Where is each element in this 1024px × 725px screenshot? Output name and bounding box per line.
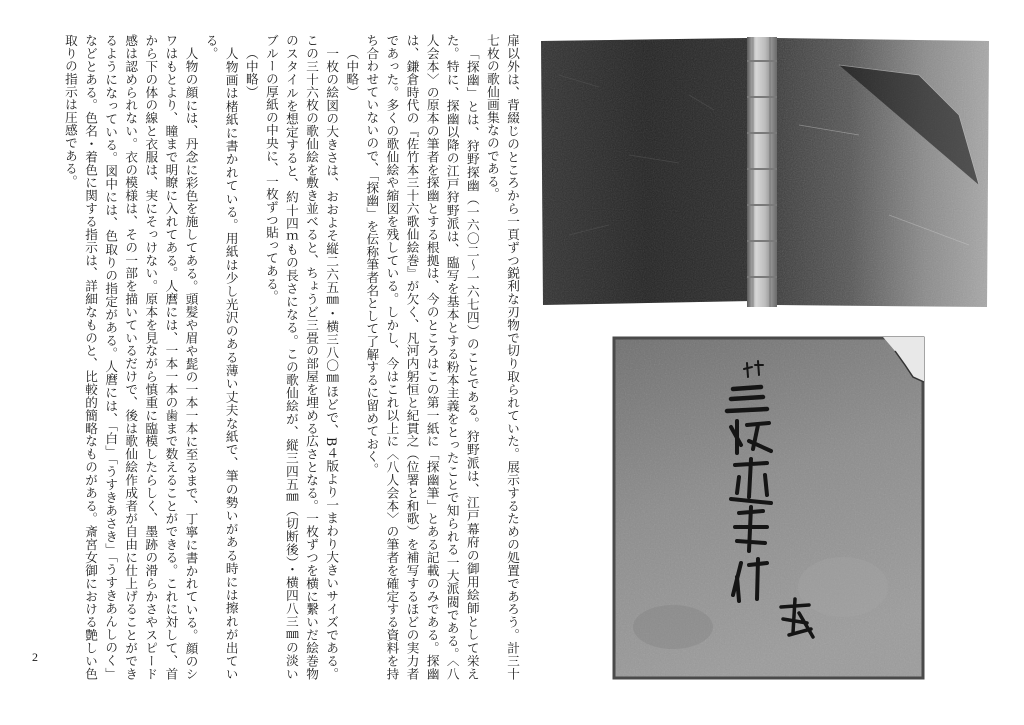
paragraph-5: 人物の顔には、丹念に彩色を施してある。頭髪や眉や髭の一本一本に至るまで、丁寧に書かれている。顔のシワはもとより、瞳まで明瞭に入れてある。人麿には、一本一本の歯まで数えることができる。これに対して、首から下の体の線と衣服は、実にそっけない。原本を見ながら慎重に臨模したらしく、墨跡の滑らかさやスピード感は認められない。衣の模様は、その一部を描いているだけで、後は歌仙絵作成者が自由に仕上げることができるようになっている。図中には、色取りの指定がある。人麿には、「白」「うすきあさき」「うすきあんしのく」などとある。色名・着色に関する指示は、詳細なものと、比較的簡略なものがある。斎宮女御における艶しい色取りの指示は圧感である。 <box>62 34 199 680</box>
paragraph-3: 一枚の絵図の大きさは、おおよそ縦二六五㎜・横三八〇㎜ほどで、B４版より一まわり大きいサイズである。この三十六枚の歌仙絵を敷き並べると、ちょうど三畳の部屋を埋める広さとなる。一枚ずつを横に繋いだ絵巻物のスタイルを想定すると、約十四ｍもの長さになる。この歌仙絵が、縦三四五㎜（切断後）・横四八三㎜の淡いブルーの厚紙の中央に、一枚ずつ貼ってある。 <box>263 34 340 680</box>
open-book-binding-photo <box>539 35 991 309</box>
paragraph-2: 「探幽」とは、狩野探幽（一六〇二～一六七四）のことである。狩野派は、江戸幕府の御用絵師として栄えた。特に、探幽以降の江戸狩野派は、臨写を基本とする粉本主義をとったことで知られる一大派閥である。〈八人会本〉の原本の筆者を探幽とする根拠は、今のところはこの第一紙に「探幽筆」とある記載のみである。探幽は、鎌倉時代の『佐竹本三十六歌仙絵巻』が欠く、凡河内躬恒と紀貫之（位署と和歌）を補写するほどの実力者であった。多くの歌仙絵や縮図を残している。しかし、今はこれ以上に〈八人会本〉の筆者を確定する資料を持ち合わせていないので、「探幽」を伝称筆者名として了解するに留めておく。 <box>364 34 480 680</box>
paragraph-1: 扉以外は、背綴じのところから一頁ずつ鋭利な刃物で切り取られていた。展示するための処置であろう。計三十七枚の歌仙画集なのである。 <box>484 34 520 680</box>
ellipsis-note-1: （中略） <box>344 46 360 98</box>
paragraph-4: 人物画は楮紙に書かれている。用紙は少し光沢のある薄い丈夫な紙で、筆の勢いがある時には擦れが出ている。 <box>203 34 239 680</box>
body-text <box>62 34 522 680</box>
ellipsis-note-2: （中略） <box>243 46 259 98</box>
book-cover-photo <box>613 337 924 679</box>
page-number: 2 <box>32 650 38 664</box>
